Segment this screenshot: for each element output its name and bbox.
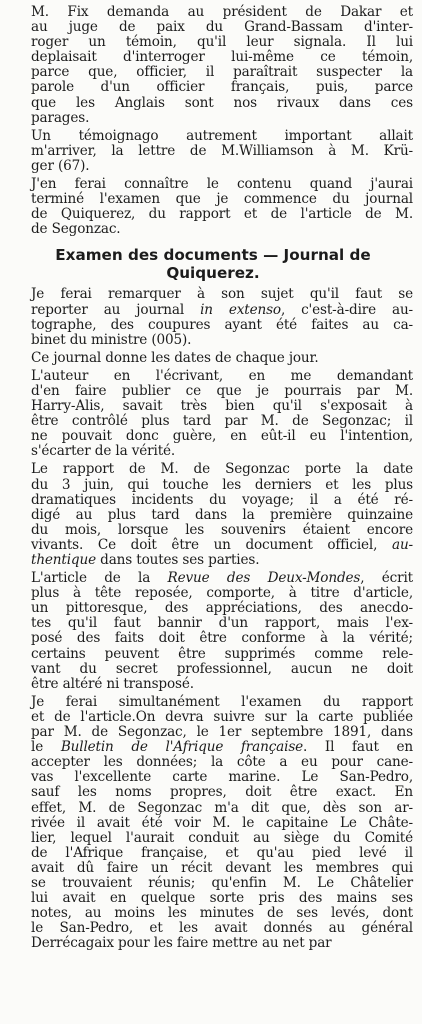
text-line: J'en ferai connaître le contenu quand j'aurai [31,176,413,193]
text-line: m'arriver, la lettre de M.Williamson à M. Krü- [31,142,413,159]
text-line: vas l'excellente carte marine. Le San-Pedro, [31,769,413,786]
text-line: dramatiques incidents du voyage; il a été ré- [31,491,413,508]
text-line: du mois, lorsque les souvenirs étaient encore [31,521,413,538]
text-line: vivants. Ce doit être un document officiel, au- [31,536,413,553]
paragraph [13,287,413,347]
text-line: ne pouvait donc guère, en eût-il eu l'intention, [31,428,413,445]
text-line: du 3 juin, qui touche les derniers et les plus [31,476,413,493]
text-line: Harry-Alis, savait très bien qu'il s'exposait à [31,398,413,415]
text-line: tographe, des coupures ayant été faites au ca- [31,316,413,333]
paragraph [13,695,413,952]
text-line: un pittoresque, des appréciations, des anecdo- [31,600,413,617]
text-line: parages. [31,109,90,126]
text-line: parole d'un officier français, puis, parce [31,79,413,96]
text-line: reporter au journal in extenso, c'est-à-dire au- [31,301,413,318]
text-line: effet, M. de Segonzac m'a dit que, dès son ar- [31,799,413,816]
text-line: binet du ministre (005). [31,331,192,348]
paragraph [13,5,413,126]
text-line: par M. de Segonzac, le 1er septembre 1891, dans [31,724,413,741]
text-line: se trouvaient réunis; qu'enfin M. Le Châtelier [31,874,413,891]
text-line: parce que, officier, il paraîtrait suspecter la [31,64,413,81]
text-line: vant du secret professionnel, aucun ne doit [31,660,413,677]
text-line: sauf les noms propres, doit être exact. En [31,784,413,801]
paragraph [13,369,413,460]
text-line: Un témoignago autrement important allait [31,127,413,144]
text-line: de Quiquerez, du rapport et de l'article de M. [31,206,413,223]
text-line: terminé l'examen que je commence du journal [31,191,413,208]
text-line: de l'Afrique française, et qu'au pied levé il [31,844,413,861]
text-line: de Segonzac. [31,221,121,238]
text-line: Je ferai remarquer à son sujet qu'il faut se [31,286,413,303]
text-line: digé au plus tard dans la première quinzaine [31,506,413,523]
body-section [13,287,413,951]
text-line: le San-Pedro, et les avait donnés au général [31,920,413,937]
text-line: rivée il avait été voir M. le capitaine Le Châte- [31,814,413,831]
paragraph [13,571,413,692]
text-line: être contrôlé plus tard par M. de Segonzac; il [31,413,413,430]
text-line: M. Fix demanda au président de Dakar et [31,4,413,20]
text-line: Je ferai simultanément l'examen du rapport [31,693,413,710]
text-line: plus à tête reposée, comporte, à titre d'article, [31,585,413,602]
text-line: thentique dans toutes ses parties. [31,552,260,568]
paragraph [13,351,413,366]
text-line: Le rapport de M. de Segonzac porte la date [31,461,413,478]
text-line: et de l'article.On devra suivre sur la carte publiée [31,708,413,725]
text-line: accepter les données; la côte a eu pour cane- [31,754,413,771]
section-heading [13,246,413,282]
text-line: ger (67). [31,157,90,174]
paragraph [13,177,413,237]
intro-section [13,5,413,237]
text-line: L'article de la Revue des Deux-Mondes, écrit [31,570,413,587]
paragraph [13,129,413,174]
text-line: L'auteur en l'écrivant, en me demandant [31,367,413,384]
paragraph [13,462,413,568]
text-line: lier, lequel l'aurait conduit au siège du Comité [31,829,413,846]
text-line: deplaisait d'interroger lui-même ce témoin, [31,49,413,66]
text-line: s'écarter de la vérité. [31,443,176,460]
heading-line-2: Quiquerez. [166,264,260,283]
text-line: lui avait en quelque sorte pris des mains ses [31,890,413,907]
text-line: Derrécagaix pour les faire mettre au net par [31,935,332,952]
text-line: posé des faits doit être conforme à la vérité; [31,630,413,647]
text-line: le Bulletin de l'Afrique française. Il faut en [31,739,414,756]
text-line: d'en faire publier ce que je pourrais par M. [31,382,413,399]
text-line: Ce journal donne les dates de chaque jour. [31,349,319,366]
text-line: tes qu'il faut bannir d'un rapport, mais l'ex- [31,615,413,632]
text-line: au juge de paix du Grand-Bassam d'inter- [31,19,413,36]
heading-line-1: Examen des documents — Journal de [55,246,371,265]
text-line: être altéré ni transposé. [31,675,194,692]
text-line: que les Anglais sont nos rivaux dans ces [31,94,413,111]
text-line: avait dû faire un récit devant les membres qui [31,859,413,876]
text-line: notes, au moins les minutes de ses levés, dont [31,905,413,922]
text-line: roger un témoin, qu'il leur signala. Il lui [31,34,413,51]
text-line: certains peuvent être supprimés comme rele- [31,645,413,662]
